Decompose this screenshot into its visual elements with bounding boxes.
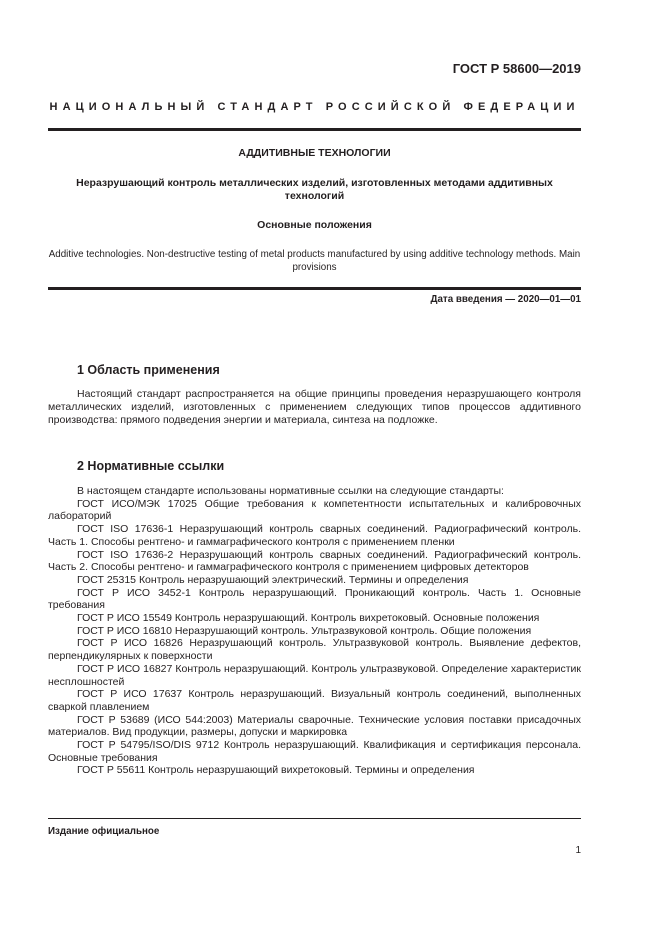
reference-item: ГОСТ Р ИСО 16826 Неразрушающий контроль. Ультразвуковой контроль. Выявление дефектов, перпендикулярных к поверхности <box>48 637 581 663</box>
reference-item: ГОСТ 25315 Контроль неразрушающий электрический. Термины и определения <box>77 573 469 586</box>
footer-rule <box>48 818 581 819</box>
national-standard-heading: НАЦИОНАЛЬНЫЙ СТАНДАРТ РОССИЙСКОЙ ФЕДЕРАЦИИ <box>49 101 580 113</box>
reference-item: ГОСТ Р ИСО 3452-1 Контроль неразрушающий. Проникающий контроль. Часть 1. Основные требования <box>48 586 581 612</box>
introduction-date: Дата введения — 2020—01—01 <box>430 294 581 305</box>
section-2-title: 2 Нормативные ссылки <box>77 459 225 473</box>
reference-item: ГОСТ Р ИСО 16827 Контроль неразрушающий. Контроль ультразвуковой. Определение характеристик несплошностей <box>48 662 581 688</box>
reference-item: ГОСТ Р 53689 (ИСО 544:2003) Материалы сварочные. Технические условия поставки присадочных материалов. Вид продукции, размеры, допуски и маркировка <box>48 713 581 739</box>
reference-item: ГОСТ Р ИСО 17637 Контроль неразрушающий. Визуальный контроль соединений, выполненных сваркой плавлением <box>48 688 581 713</box>
reference-item: ГОСТ ИСО/МЭК 17025 Общие требования к компетентности испытательных и калибровочных лабораторий <box>48 497 581 523</box>
reference-item: ГОСТ Р 54795/ISO/DIS 9712 Контроль неразрушающий. Квалификация и сертификация персонала. Основные требования <box>48 739 581 764</box>
standard-part-title: Основные положения <box>257 219 372 231</box>
references-intro: В настоящем стандарте использованы нормативные ссылки на следующие стандарты: <box>77 485 504 497</box>
section-1-paragraph: Настоящий стандарт распространяется на общие принципы проведения неразрушающего контроля металлических изделий, изготовленных с применением следующих типов процессов аддитивного производства: прямого подведения энергии и материала, синтеза на подложке. <box>48 388 581 427</box>
reference-item: ГОСТ Р 55611 Контроль неразрушающий вихретоковый. Термины и определения <box>77 764 475 777</box>
reference-item: ГОСТ ISO 17636-1 Неразрушающий контроль сварных соединений. Радиографический контроль. Часть 1. Способы рентгено- и гаммаграфического контроля с применением пленки <box>48 523 581 548</box>
normative-references-list <box>48 485 581 777</box>
header-rule <box>48 128 581 131</box>
reference-item: ГОСТ ISO 17636-2 Неразрушающий контроль сварных соединений. Радиографический контроль. Часть 2. Способы рентгено- и гаммаграфического контроля с применением цифровых детекторов <box>48 548 581 574</box>
standard-title: АДДИТИВНЫЕ ТЕХНОЛОГИИ <box>238 147 391 159</box>
english-title: Additive technologies. Non-destructive testing of metal products manufactured by using additive technology methods. Main provisions <box>48 249 581 273</box>
official-edition-label: Издание официальное <box>48 826 160 837</box>
reference-item: ГОСТ Р ИСО 15549 Контроль неразрушающий. Контроль вихретоковый. Основные положения <box>77 612 540 625</box>
section-1-text <box>48 388 581 427</box>
reference-item: ГОСТ Р ИСО 16810 Неразрушающий контроль. Ультразвуковой контроль. Общие положения <box>77 624 532 637</box>
page-number: 1 <box>575 845 581 856</box>
standard-subtitle: Неразрушающий контроль металлических изделий, изготовленных методами аддитивных технологий <box>76 177 553 202</box>
title-rule <box>48 287 581 290</box>
document-number: ГОСТ Р 58600—2019 <box>452 61 581 76</box>
section-1-title: 1 Область применения <box>77 363 220 377</box>
